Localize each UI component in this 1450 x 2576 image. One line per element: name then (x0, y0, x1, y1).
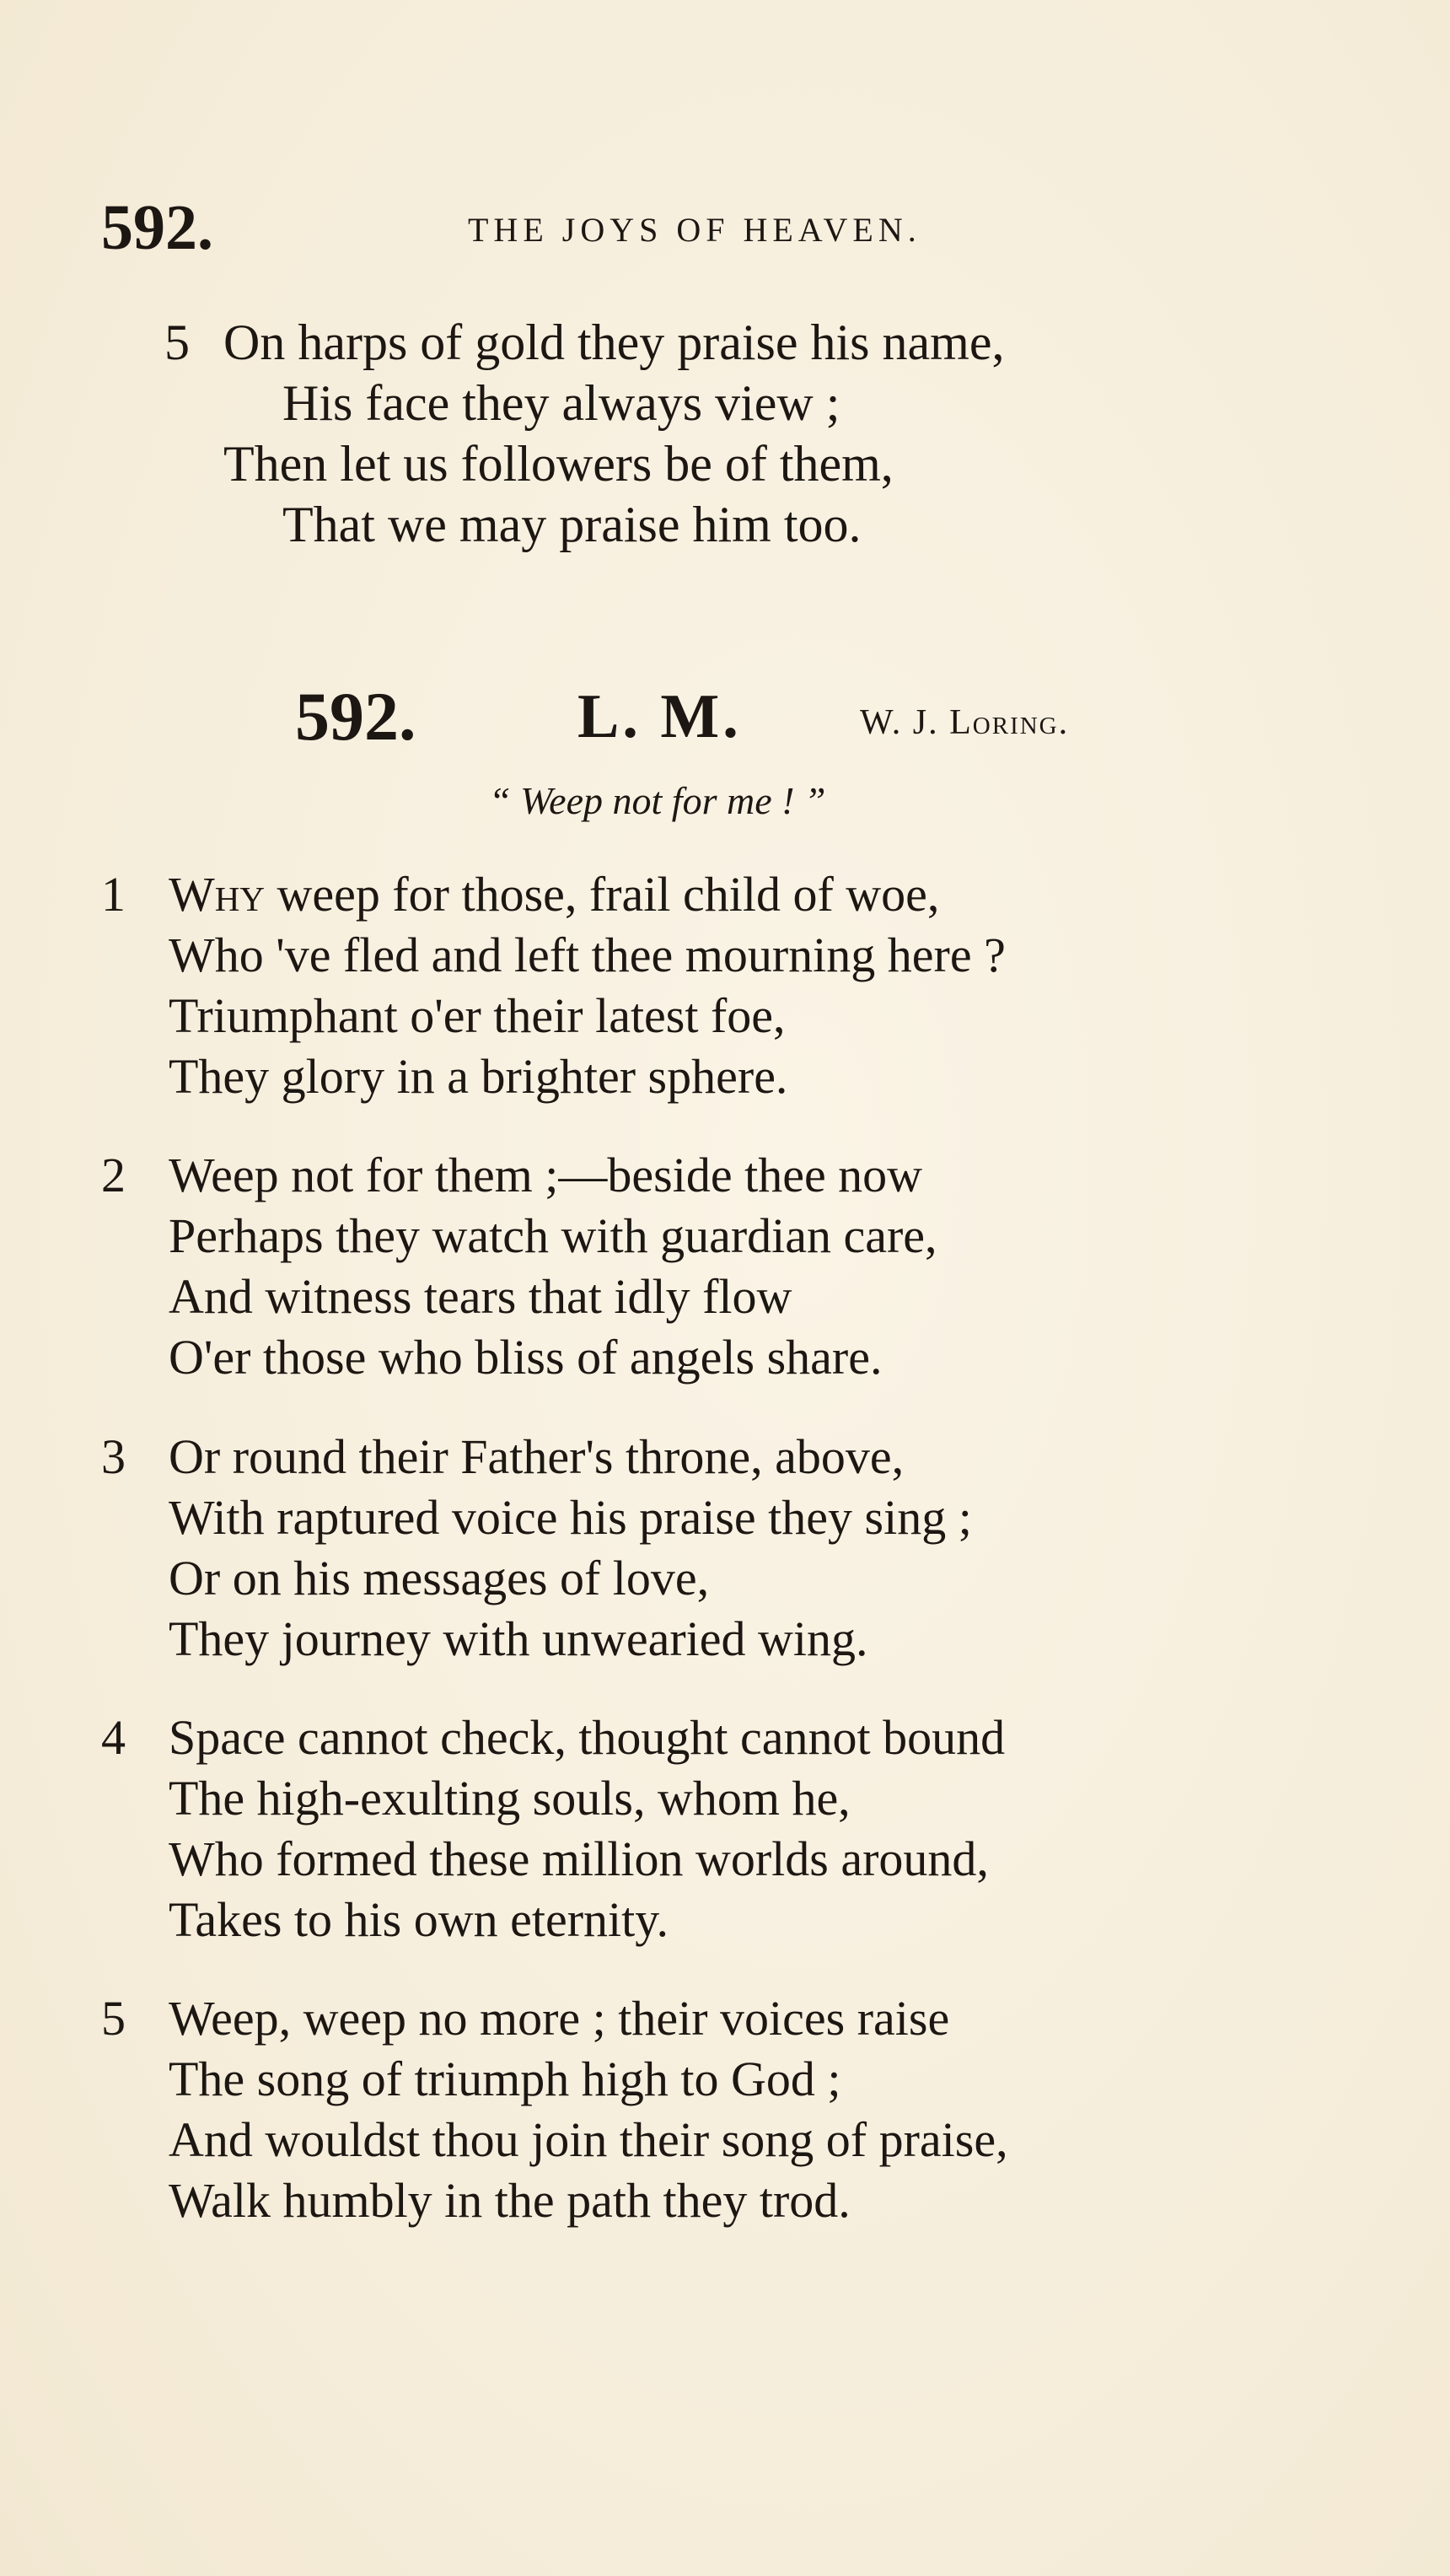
verse-line: His face they always view ; (282, 375, 840, 431)
verse-line-text: On harps of gold they praise his name, (223, 315, 1005, 370)
stanza-line: O'er those who bliss of angels share. (169, 1330, 883, 1385)
stanza-line: Walk humbly in the path they trod. (169, 2173, 851, 2228)
verse-line (164, 312, 1004, 373)
verse-line: Then let us followers be of them, (223, 436, 894, 492)
author-surname: Loring. (949, 703, 1070, 742)
stanza-line (101, 864, 1006, 925)
stanza-first-word: Why (169, 867, 265, 922)
stanza-line: The high-exulting souls, whom he, (169, 1771, 851, 1826)
verse-number: 5 (164, 315, 190, 370)
stanza-number: 5 (101, 1991, 126, 2046)
verse-line: That we may praise him too. (282, 497, 862, 552)
stanza-line-text: Weep not for them ;—beside thee now (169, 1148, 923, 1202)
stanza-line (101, 1988, 1008, 2049)
stanza-line: They glory in a brighter sphere. (169, 1049, 788, 1104)
running-head-title: THE JOYS OF HEAVEN. (468, 211, 921, 249)
hymn-header (295, 675, 1222, 759)
stanza-number: 3 (101, 1429, 126, 1484)
hymn-epigraph: “ Weep not for me ! ” (489, 779, 826, 822)
stanza-5 (101, 1988, 1008, 2231)
stanza-number: 4 (101, 1710, 126, 1765)
stanza-line: The song of triumph high to God ; (169, 2052, 841, 2106)
stanza-line (101, 1145, 937, 1206)
running-head (101, 190, 1349, 266)
stanza-line: Triumphant o'er their latest foe, (169, 988, 786, 1043)
hymn-meter: L. M. (577, 682, 742, 751)
stanza-line: Who formed these million worlds around, (169, 1831, 989, 1886)
stanza-line: Or on his messages of love, (169, 1551, 710, 1605)
stanza-line: Takes to his own eternity. (169, 1892, 669, 1947)
stanza-3 (101, 1427, 972, 1670)
stanza-number: 1 (101, 867, 126, 922)
stanza-line: Who 've fled and left thee mourning here ? (169, 928, 1006, 982)
stanza-line-text: Space cannot check, thought cannot bound (169, 1710, 1006, 1765)
stanza-line: And witness tears that idly flow (169, 1269, 792, 1324)
stanza-line: They journey with unwearied wing. (169, 1611, 868, 1666)
hymn-number: 592. (295, 678, 416, 755)
stanza-line: And wouldst thou join their song of praise, (169, 2112, 1008, 2167)
stanza-line (101, 1427, 972, 1487)
stanza-line: Perhaps they watch with guardian care, (169, 1208, 937, 1263)
stanza-2 (101, 1145, 937, 1388)
stanza-number: 2 (101, 1148, 126, 1202)
stanza-1 (101, 864, 1006, 1107)
stanza-line (101, 1707, 1005, 1768)
stanza-line: With raptured voice his praise they sing ; (169, 1490, 972, 1545)
author-initials: W. J. (860, 703, 939, 742)
page-number: 592. (101, 192, 213, 263)
stanza-line-text: Or round their Father's throne, above, (169, 1429, 905, 1484)
hymn-author (860, 693, 1069, 752)
stanza-4 (101, 1707, 1005, 1950)
stanza-line-text: Weep, weep no more ; their voices raise (169, 1991, 950, 2046)
previous-hymn-final-verse (164, 312, 1004, 555)
stanza-line-text: weep for those, frail child of woe, (264, 867, 940, 922)
